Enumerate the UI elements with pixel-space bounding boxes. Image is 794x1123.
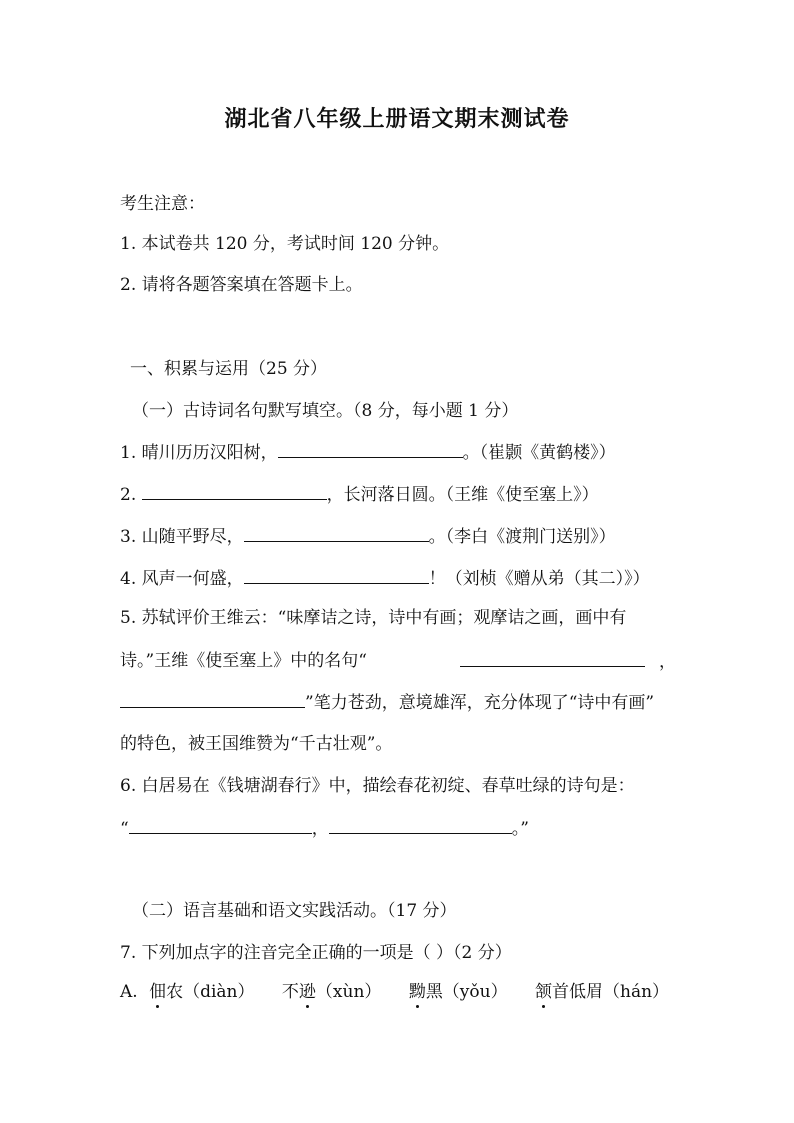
question-5-line-4: 的特色，被王国维赞为“千古壮观”。: [120, 734, 393, 754]
answer-blank[interactable]: [278, 440, 463, 458]
dotted-char: 佃: [149, 982, 167, 1002]
question-3: [120, 524, 616, 549]
answer-blank[interactable]: [329, 816, 512, 834]
option-a-item-2: 不逊（xùn）: [281, 982, 382, 1002]
question-6-open-quote: “: [120, 819, 129, 839]
question-5-line-2: [120, 649, 676, 674]
option-a-item-4: 颔首低眉（hán）: [535, 982, 670, 1002]
question-4-pre: 4. 风声一何盛，: [120, 569, 244, 589]
part2-heading: （二）语言基础和语文实践活动。（17 分）: [132, 901, 457, 921]
question-1: [120, 440, 616, 465]
question-6-line-2: [120, 816, 529, 841]
question-4-post: ！（刘桢《赠从弟（其二）》）: [428, 569, 650, 589]
page-title: 湖北省八年级上册语文期末测试卷: [224, 106, 570, 132]
dotted-char: 颔: [535, 982, 553, 1002]
question-5-line-3-post: ”笔力苍劲，意境雄浑，充分体现了“诗中有画”: [305, 693, 655, 713]
question-5-blank-group: [460, 649, 676, 674]
dotted-char: 黝: [408, 982, 426, 1002]
notice-item-1: 1. 本试卷共 120 分，考试时间 120 分钟。: [120, 234, 450, 254]
question-3-post: 。（李白《渡荆门送别》）: [428, 527, 616, 547]
answer-blank[interactable]: [244, 524, 429, 542]
question-2: [120, 482, 599, 507]
question-5-line-1: 5. 苏轼评价王维云：“味摩诘之诗，诗中有画；观摩诘之画，画中有: [120, 608, 627, 628]
section-heading: 一、积累与运用（25 分）: [130, 359, 328, 379]
question-2-post: ，长河落日圆。（王维《使至塞上》）: [326, 485, 599, 505]
notice-heading: 考生注意：: [120, 194, 205, 214]
question-1-post: 。（崔颢《黄鹤楼》）: [462, 443, 616, 463]
option-a: [120, 980, 669, 1004]
answer-blank[interactable]: [129, 816, 312, 834]
answer-blank[interactable]: [142, 482, 327, 500]
question-5-line-2-pre: 诗。”王维《使至塞上》中的名句“: [120, 651, 367, 671]
question-2-pre: 2.: [120, 485, 142, 505]
answer-blank[interactable]: [120, 690, 305, 708]
question-7: 7. 下列加点字的注音完全正确的一项是（ ）（2 分）: [120, 943, 512, 963]
question-1-pre: 1. 晴川历历汉阳树，: [120, 443, 278, 463]
part1-heading: （一）古诗词名句默写填空。（8 分，每小题 1 分）: [132, 401, 519, 421]
option-a-item-1: 佃农（diàn）: [149, 982, 255, 1002]
dotted-char: 逊: [298, 982, 316, 1002]
answer-blank[interactable]: [244, 566, 429, 584]
question-4: [120, 566, 650, 591]
notice-item-2: 2. 请将各题答案填在答题卡上。: [120, 275, 363, 295]
question-5-line-2-post: ，: [659, 652, 676, 672]
question-6-separator: ，: [311, 819, 329, 839]
option-a-label: A.: [120, 982, 138, 1002]
question-6-close: 。”: [511, 819, 529, 839]
question-6-line-1: 6. 白居易在《钱塘湖春行》中，描绘春花初绽、春草吐绿的诗句是：: [120, 776, 635, 796]
answer-blank[interactable]: [460, 649, 645, 667]
question-5-line-3: [120, 690, 654, 715]
option-a-item-3: 黝黑（yǒu）: [408, 982, 508, 1002]
question-3-pre: 3. 山随平野尽，: [120, 527, 244, 547]
